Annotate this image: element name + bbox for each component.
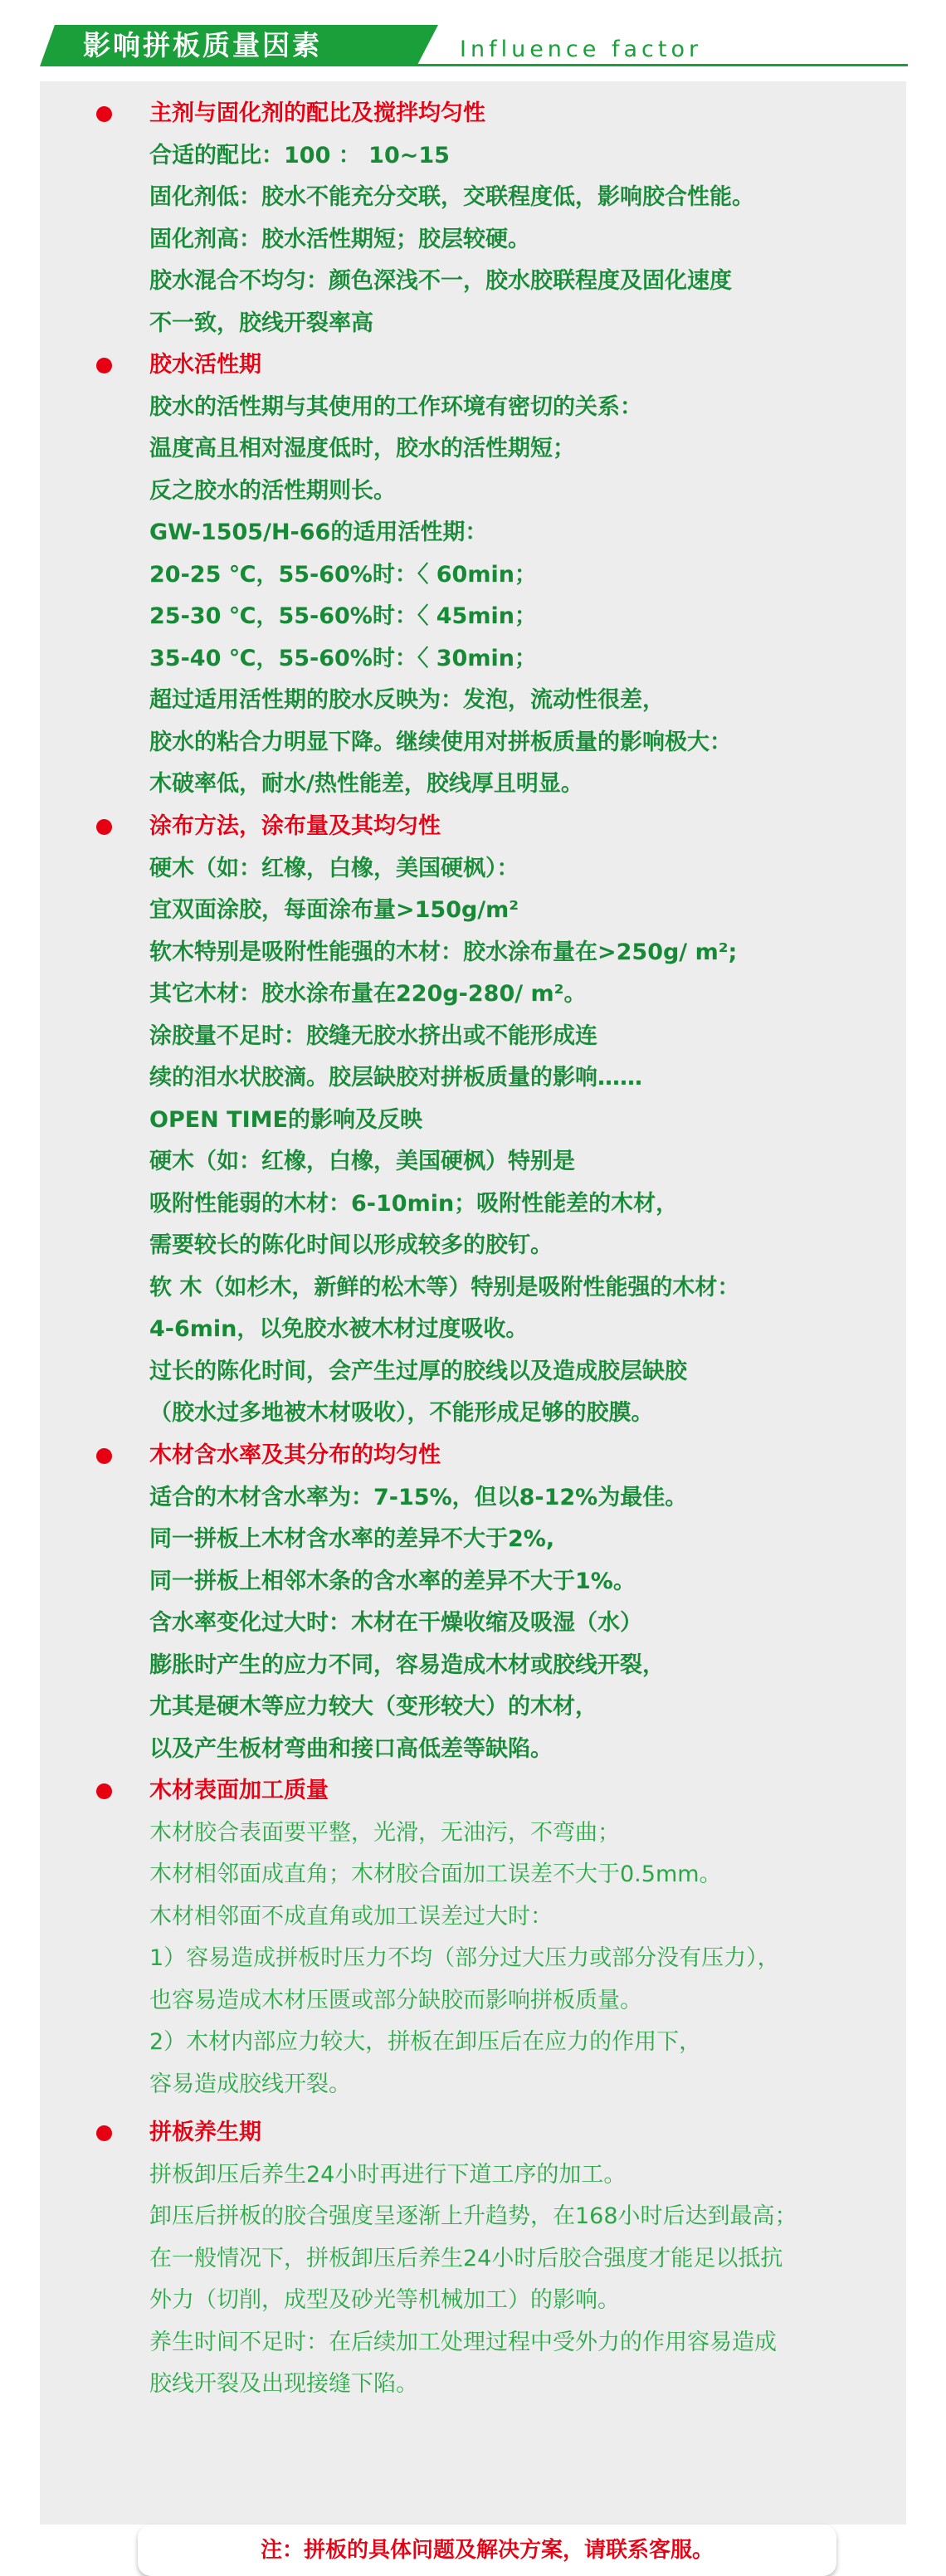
section-line: 容易造成胶线开裂。: [149, 2071, 351, 2097]
section-title: 拼板养生期: [149, 2120, 261, 2145]
section-lines: [149, 135, 896, 345]
section-line: 尤其是硬木等应力较大（变形较大）的木材，: [149, 1694, 597, 1720]
section-line: 养生时间不足时：在后续加工处理过程中受外力的作用容易造成: [149, 2329, 777, 2355]
section-line: 涂胶量不足时：胶缝无胶水挤出或不能形成连: [149, 1022, 597, 1049]
section-line: 外力（切削，成型及砂光等机械加工）的影响。: [149, 2287, 620, 2313]
section-line: 硬木（如：红橡，白橡，美国硬枫）：: [149, 855, 519, 881]
section-line: 木破率低，耐水/热性能差，胶线厚且明显。: [149, 771, 583, 797]
section-lines: [149, 2154, 896, 2406]
section-title: 涂布方法，涂布量及其均匀性: [149, 813, 441, 839]
section-title: 主剂与固化剂的配比及搅拌均匀性: [149, 100, 485, 126]
section-title: 胶水活性期: [149, 352, 261, 378]
section-line: 也容易造成木材压匮或部分缺胶而影响拼板质量。: [149, 1987, 642, 2013]
section-line: 适合的木材含水率为：7-15%，但以8-12%为最佳。: [149, 1484, 688, 1510]
section-title: 木材含水率及其分布的均匀性: [149, 1442, 441, 1468]
section-line: 温度高且相对湿度低时，胶水的活性期短；: [149, 436, 575, 461]
section-line: 木材相邻面不成直角或加工误差过大时：: [149, 1903, 553, 1930]
contact-note: 注：拼板的具体问题及解决方案，请联系客服。: [138, 2525, 836, 2576]
section-line: 2）木材内部应力较大，拼板在卸压后在应力的作用下，: [149, 2029, 702, 2055]
page-title: 影响拼板质量因素: [83, 29, 322, 61]
section-lines: [149, 848, 896, 1435]
bullet-dot-icon: [96, 106, 112, 122]
bullet-dot-icon: [96, 2125, 112, 2141]
section-title: 木材表面加工质量: [149, 1778, 329, 1803]
section-line: 超过适用活性期的胶水反映为：发泡，流动性很差，: [149, 687, 665, 713]
section-line: 固化剂低：胶水不能充分交联，交联程度低，影响胶合性能。: [149, 184, 754, 210]
section-line: 35-40 ℃，55-60%时：〈 30min；: [149, 645, 537, 671]
section-line: （胶水过多地被木材吸收），不能形成足够的胶膜。: [149, 1400, 654, 1426]
section-line: 20-25 ℃，55-60%时：〈 60min；: [149, 561, 537, 588]
content-panel: [40, 81, 906, 2563]
section-line: 宜双面涂胶，每面涂布量>150g/m²: [149, 897, 519, 923]
section-line: 软 木（如杉木，新鲜的松木等）特别是吸附性能强的木材：: [149, 1274, 740, 1300]
section-lines: [149, 1812, 896, 2106]
section-line: 膨胀时产生的应力不同，容易造成木材或胶线开裂，: [149, 1651, 665, 1678]
section-line: 需要较长的陈化时间以形成较多的胶钉。: [149, 1232, 553, 1258]
bullet-dot-icon: [96, 1448, 112, 1464]
section-line: 拼板卸压后养生24小时再进行下道工序的加工。: [149, 2161, 627, 2188]
section-line: 固化剂高：胶水活性期短；胶层较硬。: [149, 226, 530, 252]
section-line: 胶水的粘合力明显下降。继续使用对拼板质量的影响极大：: [149, 729, 732, 755]
section-lines: [149, 387, 896, 806]
section-line: 硬木（如：红橡，白橡，美国硬枫）特别是: [149, 1149, 575, 1174]
section-line: 同一拼板上木材含水率的差异不大于2%,: [149, 1526, 555, 1552]
section-line: 其它木材：胶水涂布量在220g-280/ m²。: [149, 981, 587, 1007]
section-line: 软木特别是吸附性能强的木材：胶水涂布量在>250g/ m²;: [149, 939, 738, 965]
bullet-dot-icon: [96, 819, 112, 835]
section-line: 1）容易造成拼板时压力不均（部分过大压力或部分没有压力），: [149, 1945, 780, 1971]
section-line: 卸压后拼板的胶合强度呈逐渐上升趋势，在168小时后达到最高；: [149, 2203, 797, 2229]
page-subtitle-en: Influence factor: [460, 37, 703, 62]
section-line: 吸附性能弱的木材：6-10min；吸附性能差的木材，: [149, 1190, 679, 1217]
section-line: 反之胶水的活性期则长。: [149, 477, 396, 504]
section-line: 不一致，胶线开裂率高: [149, 310, 373, 336]
section-line: 续的泪水状胶滴。胶层缺胶对拼板质量的影响……: [149, 1065, 642, 1090]
section-lines: [149, 1477, 896, 1771]
section-line: 4-6min，以免胶水被木材过度吸收。: [149, 1316, 529, 1342]
section-line: 过长的陈化时间，会产生过厚的胶线以及造成胶层缺胶: [149, 1358, 687, 1384]
section-line: 同一拼板上相邻木条的含水率的差异不大于1%。: [149, 1568, 636, 1594]
section-line: 胶线开裂及出现接缝下陷。: [149, 2371, 418, 2397]
bullet-dot-icon: [96, 1783, 112, 1799]
section-line: 木材相邻面成直角；木材胶合面加工误差不大于0.5mm。: [149, 1861, 722, 1887]
section-line: 以及产生板材弯曲和接口高低差等缺陷。: [149, 1735, 553, 1762]
section-line: 胶水混合不均匀：颜色深浅不一，胶水胶联程度及固化速度: [149, 268, 732, 294]
section-line: 胶水的活性期与其使用的工作环境有密切的关系：: [149, 393, 642, 420]
section-line: 在一般情况下，拼板卸压后养生24小时后胶合强度才能足以抵抗: [149, 2245, 783, 2271]
section-line: 合适的配比：100 ： 10~15: [149, 142, 450, 168]
section-header: [0, 0, 946, 80]
bullet-dot-icon: [96, 358, 112, 373]
section-line: GW-1505/H-66的适用活性期：: [149, 520, 488, 545]
section-line: 木材胶合表面要平整，光滑，无油污，不弯曲；: [149, 1819, 620, 1846]
section-line: 含水率变化过大时：木材在干燥收缩及吸湿（水）: [149, 1610, 642, 1636]
section-line: 25-30 ℃，55-60%时：〈 45min；: [149, 603, 537, 629]
section-line: OPEN TIME的影响及反映: [149, 1106, 422, 1133]
